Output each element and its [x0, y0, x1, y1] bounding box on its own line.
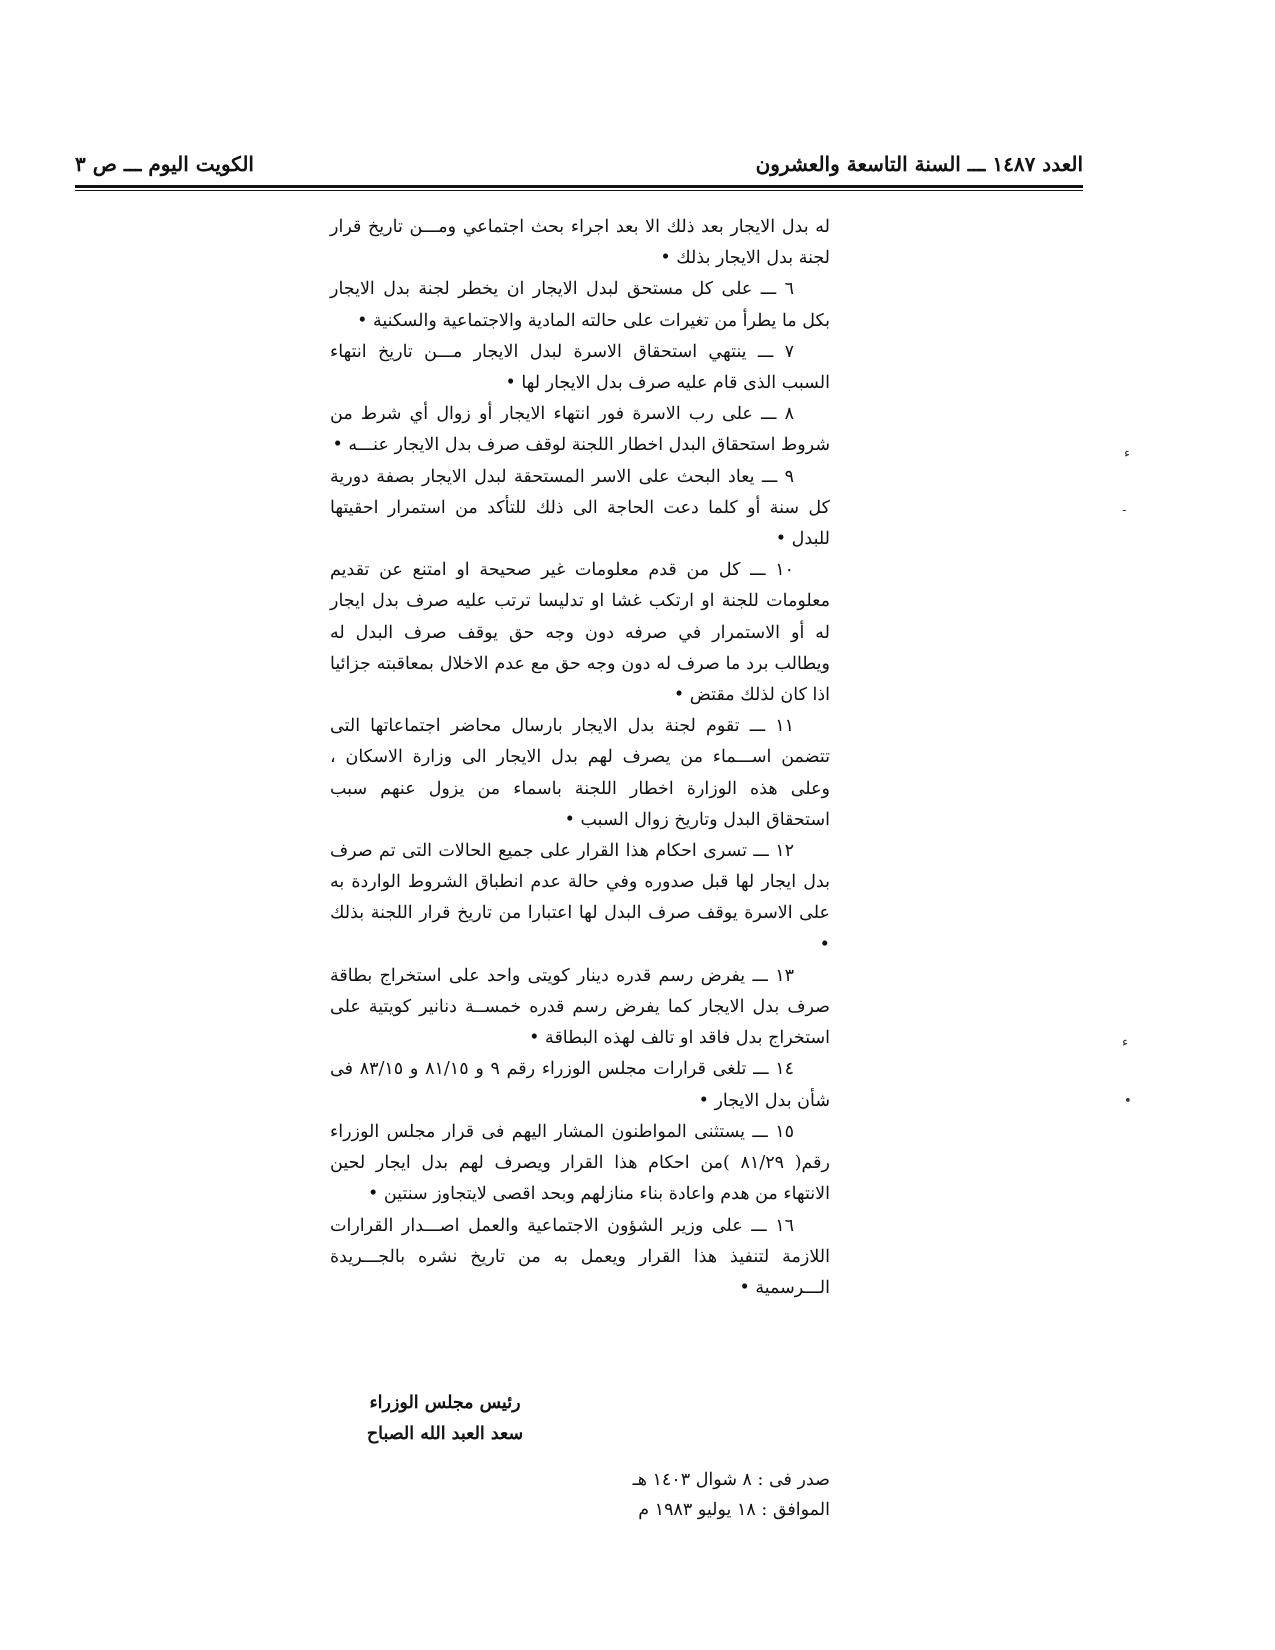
header-rule-thin: [75, 190, 1083, 191]
article-item-7: ٧ ـــ ينتهي استحقاق الاسرة لبدل الايجار مـــن تاريخ انتهاء السبب الذى قام عليه صرف بدل الايجار لها •: [330, 341, 830, 394]
article-item-14: ١٤ ـــ تلغى قرارات مجلس الوزراء رقم ٩ و ٨١/١٥ و ٨٣/١٥ فى شأن بدل الايجار •: [330, 1059, 830, 1111]
header-rule: [75, 185, 1083, 188]
margin-speck: ء: [1124, 446, 1131, 461]
margin-speck: -: [1122, 503, 1127, 518]
issue-date-gregorian: الموافق : ١٨ يوليو ١٩٨٣ م: [638, 1500, 830, 1520]
page-header: [75, 150, 1083, 180]
article-item-16: ١٦ ـــ على وزير الشؤون الاجتماعية والعمل اصـــدار القرارات اللازمة لتنفيذ هذا القرار ويعمل به من تاريخ نشره بالجـــريدة الـــرسمية •: [330, 1215, 830, 1298]
article-column: [330, 212, 830, 1304]
signatory-title: رئيس مجلس الوزراء: [369, 1393, 521, 1413]
signatory-name: سعد العبد الله الصباح: [366, 1424, 524, 1444]
article-item-6: ٦ ـــ على كل مستحق لبدل الايجار ان يخطر لجنة بدل الايجار بكل ما يطرأ من تغيرات على حالته المادية والاجتماعية والسكنية •: [330, 279, 830, 331]
article-item-12: ١٢ ـــ تسرى احكام هذا القرار على جميع الحالات التى تم صرف بدل ايجار لها قبل صدوره وفي حالة عدم انطباق الشروط الواردة به على الاسرة يوقف صرف البدل لها اعتبارا من تاريخ قرار اللجنة بذلك •: [330, 841, 830, 955]
article-item-11: ١١ ـــ تقوم لجنة بدل الايجار بارسال محاضر اجتماعاتها التى تتضمن اســـماء من يصرف لهم بدل الايجار الى وزارة الاسكان ، وعلى هذه الوزارة اخطار اللجنة باسماء من يزول عنهم سبب استحقاق البدل وتاريخ زوال السبب •: [330, 716, 830, 830]
signature-block: [335, 1388, 555, 1450]
newspaper-page-line: الكويت اليوم ـــ ص ٣: [75, 152, 254, 176]
issue-date-block: [570, 1465, 830, 1525]
article-item-8: ٨ ـــ على رب الاسرة فور انتهاء الايجار أو زوال أي شرط من شروط استحقاق البدل اخطار اللجنة لوقف صرف بدل الايجار عنـــه •: [330, 404, 830, 456]
continuation-paragraph: له بدل الايجار بعد ذلك الا بعد اجراء بحث اجتماعي ومـــن تاريخ قرار لجنة بدل الايجار بذلك •: [330, 217, 830, 269]
article-item-10: ١٠ ـــ كل من قدم معلومات غير صحيحة او امتنع عن تقديم معلومات للجنة او ارتكب غشا او تدليسا ترتب عليه صرف بدل ايجار له أو الاستمرار في صرفه دون وجه حق يوقف صرف البدل له ويطالب برد ما صرف له دون وجه حق مع عدم الاخلال بمعاقبته جزائيا اذا كان لذلك مقتض •: [330, 560, 830, 706]
issue-date-hijri: صدر فى : ٨ شوال ١٤٠٣ هـ: [632, 1470, 830, 1490]
article-item-13: ١٣ ـــ يفرض رسم قدره دينار كويتى واحد على استخراج بطاقة صرف بدل الايجار كما يفرض رسم قدره خمســة دنانير كويتية على استخراج بدل فاقد او تالف لهذه البطاقة •: [330, 965, 830, 1049]
margin-speck: ء: [1122, 1035, 1129, 1050]
issue-line: العدد ١٤٨٧ ـــ السنة التاسعة والعشرون: [755, 152, 1083, 176]
article-item-15: ١٥ ـــ يستثنى المواطنون المشار اليهم فى قرار مجلس الوزراء رقم( ٨١/٢٩ )من احكام هذا القرار ويصرف لهم بدل ايجار لحين الانتهاء من هدم واعادة بناء منازلهم وبحد اقصى لايتجاوز سنتين •: [330, 1121, 830, 1205]
article-item-9: ٩ ـــ يعاد البحث على الاسر المستحقة لبدل الايجار بصفة دورية كل سنة أو كلما دعت الحاجة الى ذلك للتأكد من استمرار احقيتها للبدل •: [330, 466, 830, 550]
margin-speck: •: [1124, 1094, 1132, 1109]
